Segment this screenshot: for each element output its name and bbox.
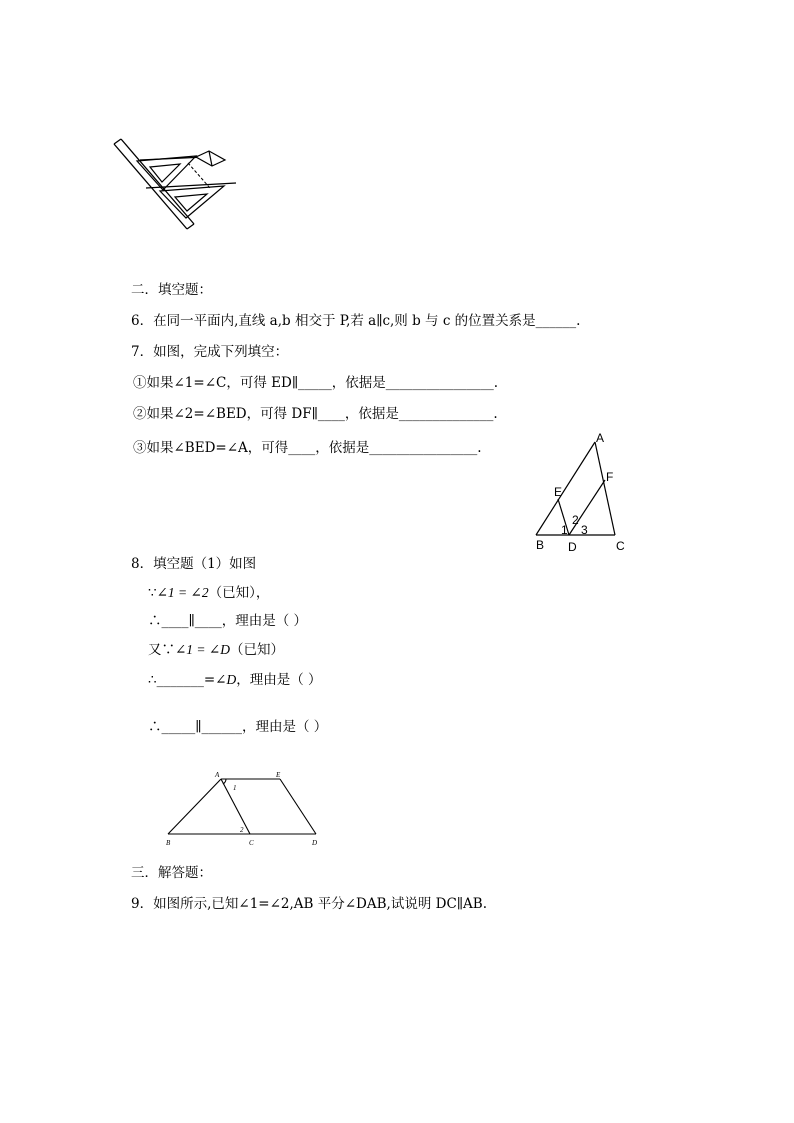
vertex-label-b: B [166, 839, 171, 847]
parallel-line-upper [140, 157, 205, 160]
angle-label-1: 1 [233, 784, 237, 792]
question-7-stem: 7．如图，完成下列填空： [131, 344, 289, 360]
angle-label-2: 2 [240, 826, 244, 834]
segment-ed [280, 779, 316, 834]
side-ab [536, 442, 595, 535]
segment-ac [221, 779, 250, 834]
vertex-label-a: A [596, 431, 605, 445]
given-note-1: （已知）， [208, 585, 270, 601]
angle-label-1: 1 [561, 523, 568, 537]
question-7-item-1: ①如果∠1=∠C，可得 ED∥_____，依据是________________. [133, 375, 499, 391]
therefore-blank: ∴_______= [148, 672, 216, 688]
segment-df [569, 480, 605, 535]
vertex-label-d: D [312, 839, 318, 847]
question-8-line-3 [148, 642, 284, 658]
pencil-icon [196, 151, 225, 166]
question-8-line-2: ∴____∥____，理由是（ ） [148, 613, 308, 629]
question-8-stem: 8．填空题（1）如图 [131, 556, 257, 572]
angle-label-3: 3 [581, 523, 588, 537]
section-heading-fill-in: 二．填空题： [131, 282, 212, 298]
ruler-icon [114, 139, 194, 229]
dashed-guide [188, 163, 210, 188]
question-7-item-2: ②如果∠2=∠BED，可得 DF∥____，依据是______________. [133, 406, 498, 422]
vertex-label-a: A [215, 771, 220, 779]
question-6: 6．在同一平面内,直线 a,b 相交于 P,若 a∥c,则 b 与 c 的位置关系是______. [131, 313, 581, 329]
because-symbol: ∵ [148, 585, 157, 601]
question-7-item-3: ③如果∠BED=∠A，可得____，依据是________________. [133, 440, 482, 456]
segment-ed [558, 499, 569, 535]
given-equation-2: ∠1 = ∠D [175, 642, 230, 657]
side-ac [595, 442, 615, 535]
vertex-label-c: C [249, 839, 254, 847]
vertex-label-c: C [616, 539, 625, 553]
vertex-label-e: E [554, 485, 563, 499]
set-square-upper-icon [137, 156, 196, 190]
set-square-lower-icon [160, 186, 224, 218]
question-8-line-4 [148, 672, 322, 688]
section-heading-answer: 三．解答题： [131, 865, 212, 881]
vertex-label-e: E [276, 771, 281, 779]
question-8-line-1 [148, 585, 269, 601]
given-note-2: （已知） [229, 642, 284, 658]
angle-arc-a [223, 779, 226, 784]
vertex-label-b: B [536, 538, 545, 552]
also-because-symbol: 又∵ [148, 642, 175, 658]
segment-ab [168, 779, 221, 834]
vertex-label-d: D [568, 540, 577, 554]
question-9: 9．如图所示,已知∠1=∠2,AB 平分∠DAB,试说明 DC∥AB. [131, 896, 487, 912]
vertex-label-f: F [606, 470, 614, 484]
angle-label-2: 2 [572, 513, 579, 527]
parallel-line-lower [146, 183, 236, 188]
question-8-line-5: ∴_____∥______，理由是（ ） [148, 719, 328, 735]
reason-blank-4: ，理由是（ ） [236, 672, 322, 688]
angle-d-math: ∠D [215, 672, 237, 687]
given-equation-1: ∠1 = ∠2 [156, 585, 209, 600]
